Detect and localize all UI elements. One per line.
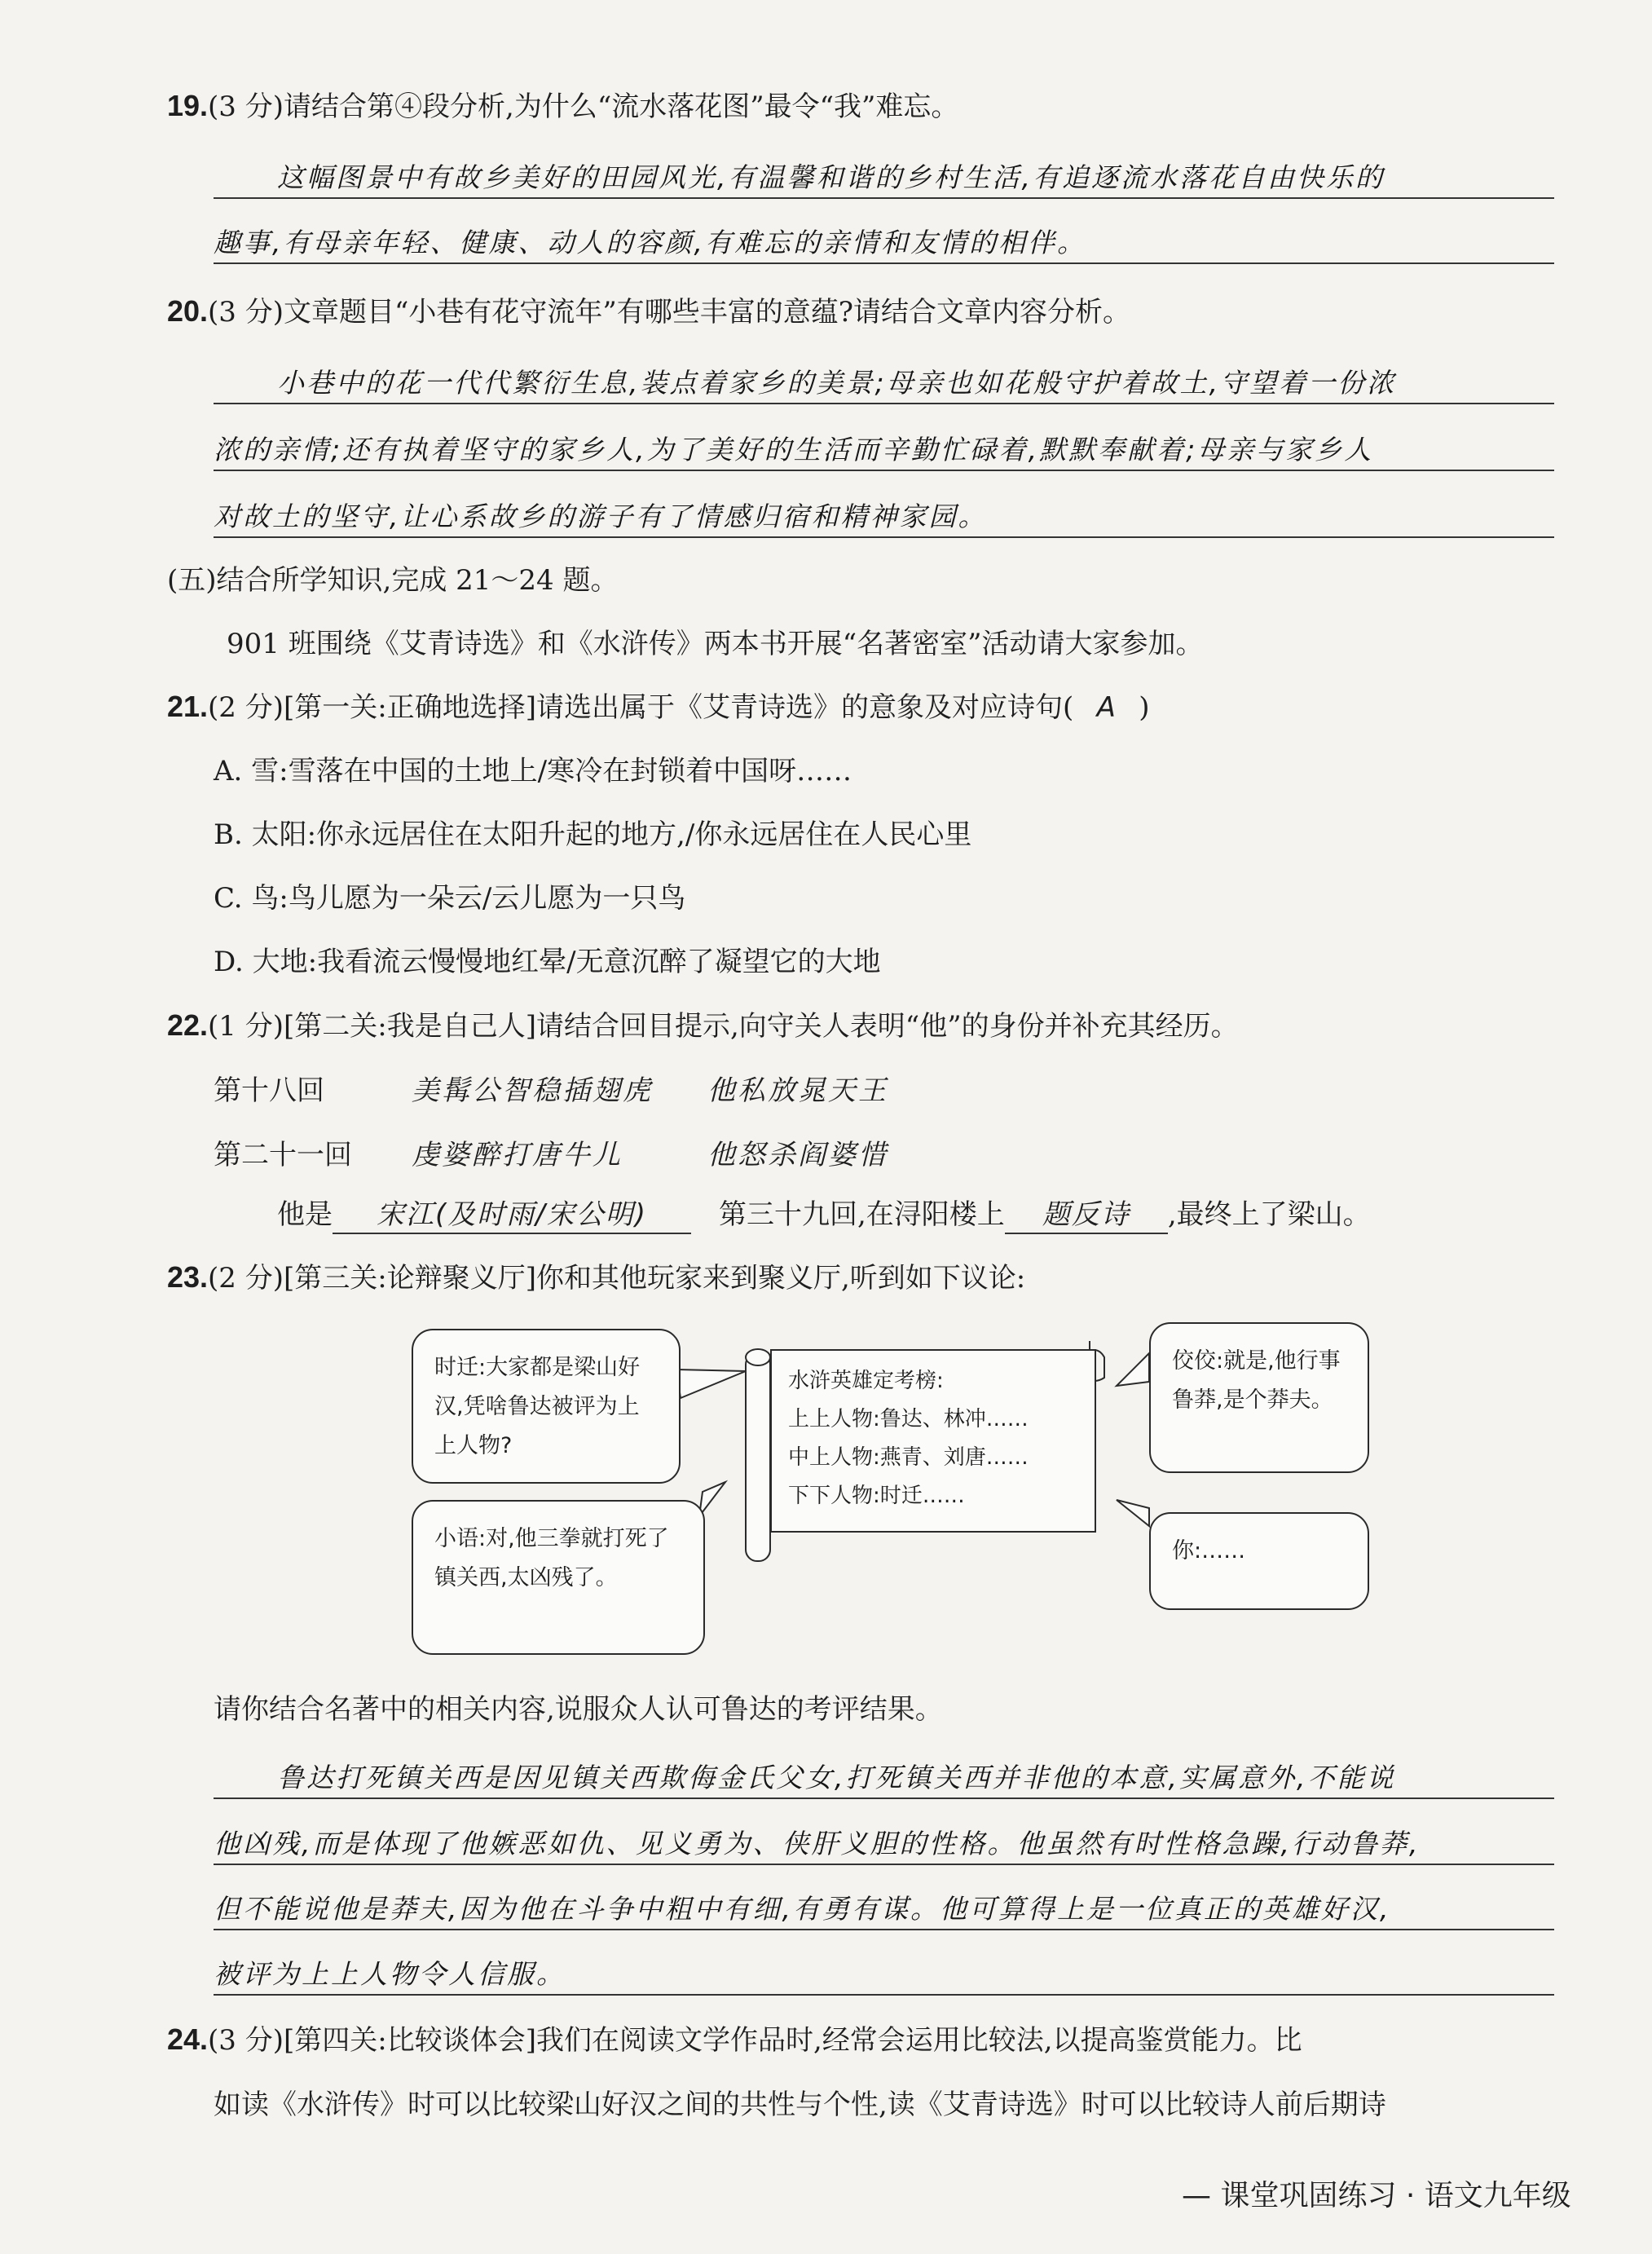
q23-answer-line-1: 鲁达打死镇关西是因见镇关西欺侮金氏父女,打死镇关西并非他的本意,实属意外,不能说 [277, 1762, 1396, 1793]
q19-number: 19. [167, 89, 209, 122]
q22-fill-sentence [277, 1197, 1371, 1234]
q21-option-b: B. 太阳:你永远居住在太阳升起的地方,/你永远居住在人民心里 [214, 818, 972, 851]
scroll-row-middle: 中上人物:燕青、刘唐…… [788, 1445, 1029, 1470]
q23-answer-rule-3 [214, 1929, 1554, 1930]
q21-option-a: A. 雪:雪落在中国的土地上/寒冷在封锁着中国呀…… [214, 755, 852, 787]
q21-close-paren: ) [1139, 691, 1150, 724]
q21-answer: A [1096, 691, 1116, 724]
q22-row-1-chapter: 第十八回 [214, 1074, 324, 1107]
q22-row-1-title: 美髯公智稳插翅虎 [412, 1074, 653, 1107]
scroll-row-bottom: 下下人物:时迁…… [788, 1484, 965, 1508]
q23-number: 23. [167, 1260, 209, 1294]
q24-line-1: (3 分)[第四关:比较谈体会]我们在阅读文学作品时,经常会运用比较法,以提高鉴赏能力。比 [208, 2024, 1302, 2057]
q22-row-2-hint: 他怒杀阎婆惜 [707, 1139, 888, 1171]
q23-answer-line-2: 他凶残,而是体现了他嫉恶如仇、见义勇为、侠肝义胆的性格。他虽然有时性格急躁,行动鲁莽, [214, 1828, 1421, 1859]
q21-option-d: D. 大地:我看流云慢慢地红晕/无意沉醉了凝望它的大地 [214, 946, 881, 978]
section5-heading: (五)结合所学知识,完成 21～24 题。 [167, 564, 619, 597]
q23-answer-rule-4 [214, 1994, 1554, 1996]
q22-question [167, 1008, 1239, 1044]
q20-question [167, 293, 1130, 330]
q23-answer-rule-2 [214, 1864, 1554, 1865]
q21-prompt: (2 分)[第一关:正确地选择]请选出属于《艾青诗选》的意象及对应诗句( [208, 691, 1074, 724]
q20-answer-rule-3 [214, 536, 1554, 538]
q23-question [167, 1259, 1025, 1296]
q20-number: 20. [167, 294, 209, 328]
q22-number: 22. [167, 1008, 209, 1042]
page-footer: — 课堂巩固练习 · 语文九年级 [1182, 2179, 1571, 2212]
q23-answer-line-4: 被评为上上人物令人信服。 [214, 1958, 566, 1990]
q22-row-2-title: 虔婆醉打唐牛儿 [412, 1139, 623, 1171]
scroll-row-top: 上上人物:鲁达、林冲…… [788, 1407, 1029, 1431]
bubble-jiaojiao: 佼佼:就是,他行事鲁莽,是个莽夫。 [1149, 1322, 1369, 1473]
q20-answer-line-1: 小巷中的花一代代繁衍生息,装点着家乡的美景;母亲也如花般守护着故土,守望着一份浓 [277, 367, 1397, 399]
q19-answer-rule-1 [214, 197, 1554, 199]
q24-question-line-1 [167, 2022, 1302, 2058]
q20-prompt: (3 分)文章题目“小巷有花守流年”有哪些丰富的意蕴?请结合文章内容分析。 [208, 296, 1131, 329]
q22-row-1-hint: 他私放晁天王 [707, 1074, 888, 1107]
q20-answer-rule-2 [214, 470, 1554, 471]
q22-blank-1: 宋江(及时雨/宋公明) [333, 1197, 691, 1234]
q23-answer-line-3: 但不能说他是莽夫,因为他在斗争中粗中有细,有勇有谋。他可算得上是一位真正的英雄好汉, [214, 1893, 1391, 1925]
q21-number: 21. [167, 690, 209, 723]
q22-sentence-pre: 他是 [277, 1198, 333, 1231]
q22-sentence-mid: 第三十九回,在浔阳楼上 [719, 1198, 1005, 1231]
q20-answer-rule-1 [214, 403, 1554, 404]
q22-row-2-chapter: 第二十一回 [214, 1139, 352, 1171]
q20-answer-line-2: 浓的亲情;还有执着坚守的家乡人,为了美好的生活而辛勤忙碌着,默默奉献着;母亲与家乡人 [214, 434, 1374, 465]
q21-question [167, 689, 1150, 726]
q19-prompt: (3 分)请结合第④段分析,为什么“流水落花图”最令“我”难忘。 [208, 90, 959, 123]
scroll-title: 水浒英雄定考榜: [788, 1369, 944, 1393]
section5-intro: 901 班围绕《艾青诗选》和《水浒传》两本书开展“名著密室”活动请大家参加。 [227, 628, 1204, 660]
q22-prompt: (1 分)[第二关:我是自己人]请结合回目提示,向守关人表明“他”的身份并补充其经历。 [208, 1010, 1239, 1043]
q19-answer-line-1: 这幅图景中有故乡美好的田园风光,有温馨和谐的乡村生活,有追逐流水落花自由快乐的 [277, 161, 1385, 193]
q23-prompt: (2 分)[第三关:论辩聚义厅]你和其他玩家来到聚义厅,听到如下议论: [208, 1262, 1026, 1295]
bubble-shiqian: 时迁:大家都是梁山好汉,凭啥鲁达被评为上上人物? [412, 1329, 681, 1484]
bubble-you: 你:…… [1149, 1512, 1369, 1610]
q24-number: 24. [167, 2022, 209, 2056]
q24-line-2: 如读《水浒传》时可以比较梁山好汉之间的共性与个性,读《艾青诗选》时可以比较诗人前后期诗 [214, 2089, 1386, 2121]
q21-option-c: C. 鸟:鸟儿愿为一朵云/云儿愿为一只鸟 [214, 882, 686, 915]
bubble-xiaoyu: 小语:对,他三拳就打死了镇关西,太凶残了。 [412, 1500, 705, 1655]
q23-task: 请你结合名著中的相关内容,说服众人认可鲁达的考评结果。 [214, 1693, 943, 1726]
q22-sentence-post: ,最终上了梁山。 [1167, 1198, 1371, 1231]
q20-answer-line-3: 对故土的坚守,让心系故乡的游子有了情感归宿和精神家园。 [214, 501, 988, 532]
q19-answer-line-2: 趣事,有母亲年轻、健康、动人的容颜,有难忘的亲情和友情的相伴。 [214, 227, 1086, 258]
q19-answer-rule-2 [214, 262, 1554, 264]
q23-answer-rule-1 [214, 1797, 1554, 1799]
scroll-hero-ranking [770, 1349, 1096, 1533]
q19-question [167, 88, 958, 125]
q22-blank-2: 题反诗 [1005, 1197, 1168, 1234]
